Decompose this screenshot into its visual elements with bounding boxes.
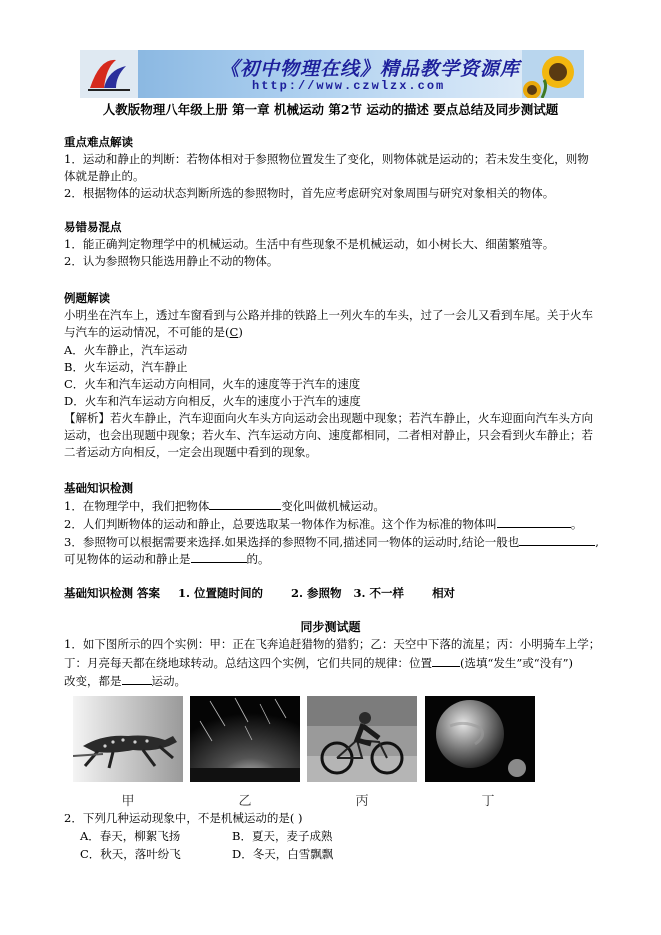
example-explanation: 二者运动方向相反，一定会出现题中看到的现象。 <box>64 445 317 459</box>
key-points-heading: 重点难点解读 <box>64 135 133 149</box>
example-option-b: B．火车运动，汽车静止 <box>64 360 188 374</box>
test-question-2-options <box>80 846 333 862</box>
option-d[interactable]: D．冬天，白雪飘飘 <box>232 847 334 861</box>
example-question: 小明坐在汽车上，透过车窗看到与公路并排的铁路上一列火车的车头，过了一会儿又看到车尾。关于火车 <box>64 308 593 322</box>
option-a[interactable]: A．春天，柳絮飞扬 <box>80 829 181 843</box>
confusion-line: 1．能正确判定物理学中的机械运动。生活中有些现象不是机械运动，如小树长大、细菌繁殖等。 <box>64 237 555 251</box>
confusions-heading: 易错易混点 <box>64 220 122 234</box>
example-option-c: C．火车和汽车运动方向相同，火车的速度等于汽车的速度 <box>64 377 361 391</box>
answer-blank[interactable] <box>497 515 571 528</box>
key-point-line: 1．运动和静止的判断：若物体相对于参照物位置发生了变化，则物体就是运动的；若未发生变化，则物 <box>64 152 589 166</box>
banner-title: 《初中物理在线》精品教学资源库 <box>220 58 521 80</box>
answer-blank[interactable] <box>122 672 152 685</box>
test-question-2-options <box>80 828 332 844</box>
caption-ding: 丁 <box>481 794 495 809</box>
test-question-1: 丁：月亮每天都在绕地球转动。总结这四个实例，它们共同的规律：位置 (选填“发生”或“没有”) <box>64 656 573 670</box>
example-option-d: D．火车和汽车运动方向相反，火车的速度小于汽车的速度 <box>64 394 361 408</box>
planet-image <box>425 696 535 782</box>
banner-url: http://www.czwlzx.com <box>252 79 446 93</box>
answer-blank[interactable] <box>191 550 247 563</box>
caption-yi: 乙 <box>238 794 252 809</box>
sync-test-heading: 同步测试题 <box>300 620 361 634</box>
test-question-2: 2．下列几种运动现象中，不是机械运动的是( ) <box>64 811 303 825</box>
confusion-line: 2．认为参照物只能选用静止不动的物体。 <box>64 254 279 268</box>
key-point-line: 2．根据物体的运动状态判断所选的参照物时，首先应考虑研究对象周围与研究对象相关的物体。 <box>64 186 555 200</box>
site-logo-icon <box>80 50 138 98</box>
example-heading: 例题解读 <box>64 291 110 305</box>
caption-jia: 甲 <box>121 794 135 809</box>
cyclist-image <box>307 696 417 782</box>
basics-question-2: 2．人们判断物体的运动和静止，总要选取某一物体作为标准。这个作为标准的物体叫 。 <box>64 517 583 531</box>
key-point-line: 体就是静止的。 <box>64 169 145 183</box>
sunflower-icon <box>522 50 584 98</box>
example-explanation: 【解析】若火车静止，汽车迎面向火车头方向运动会出现题中现象；若汽车静止，火车迎面向汽车头方向 <box>64 411 593 425</box>
answer-blank[interactable] <box>432 654 460 667</box>
basics-answers: 基础知识检测 答案 1. 位置随时间的 2. 参照物 3. 不一样 相对 <box>64 586 456 600</box>
meteor-image <box>190 696 300 782</box>
example-explanation: 运动，也会出现题中现象；若火车、汽车运动方向、速度都相同，二者相对静止，只会看到火车静止；若 <box>64 428 593 442</box>
answer-blank[interactable] <box>209 497 281 510</box>
basics-question-1: 1．在物理学中，我们把物体 变化叫做机械运动。 <box>64 499 385 513</box>
example-option-a: A．火车静止，汽车运动 <box>64 343 188 357</box>
basics-question-3-cont: 可见物体的运动和静止是 的。 <box>64 552 270 566</box>
answer-blank[interactable] <box>519 533 595 546</box>
example-question: 与汽车的运动情况，不可能的是(C) <box>64 325 243 339</box>
option-c[interactable]: C．秋天，落叶纷飞 <box>80 847 181 861</box>
basics-heading: 基础知识检测 <box>64 481 133 495</box>
test-question-1: 1．如下图所示的四个实例：甲：正在飞奔追赶猎物的猎豹；乙：天空中下落的流星；丙：小明骑车上学； <box>64 637 601 651</box>
document-title: 人教版物理八年级上册 第一章 机械运动 第2节 运动的描述 要点总结及同步测试题 <box>102 102 559 117</box>
header-banner <box>80 50 584 98</box>
test-question-1: 改变，都是 运动。 <box>64 674 186 688</box>
caption-bing: 丙 <box>355 794 369 809</box>
option-b[interactable]: B．夏天，麦子成熟 <box>232 829 333 843</box>
cheetah-image <box>73 696 183 782</box>
basics-question-3: 3．参照物可以根据需要来选择.如果选择的参照物不同,描述同一物体的运动时,结论一般也 , <box>64 535 599 549</box>
example-answer: C <box>229 325 239 339</box>
